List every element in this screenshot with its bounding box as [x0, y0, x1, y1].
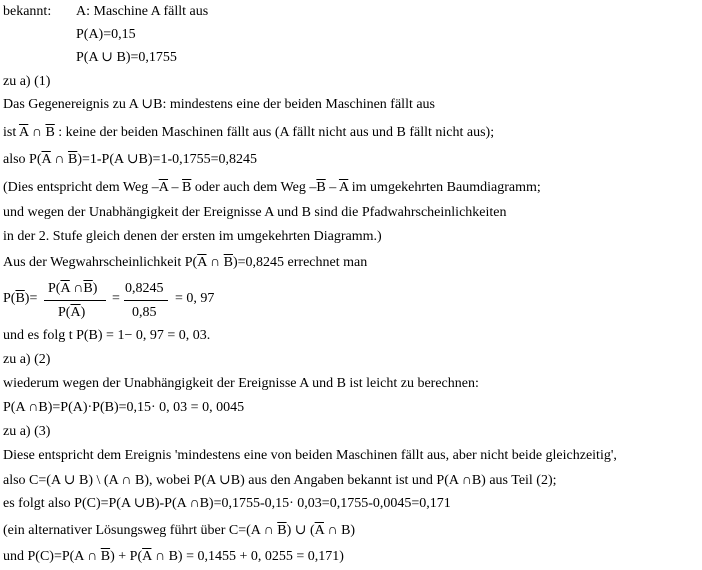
line-set-c: also C=(A ∪ B) \ (A ∩ B), wobei P(A ∪B) aus den Angaben bekannt ist und P(A ∩B) aus Teil (2);: [3, 473, 557, 488]
fraction-2-bar: [124, 300, 168, 301]
line-alternative: (ein alternativer Lösungsweg führt über C=(A ∩ $\overline{B}$) ∪ ($\overline{A}$ ∩ B): [3, 523, 356, 538]
fraction-1-numerator: $P(\overline{A}$ $\cap\overline{B}$): [48, 281, 98, 296]
line-path-prob: Aus der Wegwahrscheinlichkeit $P(\overline{A}$ ∩ $\overline{B})=0,8245$ errechnet man: [3, 255, 368, 270]
line-tree-path: (Dies entspricht dem Weg $-\overline{A} - \overline{B}$ oder auch dem Weg $-\overline{B} - \overline{A}$ im umgekehrten Baumdiagramm;: [3, 180, 541, 195]
line-event-desc: Diese entspricht dem Ereignis 'mindestens eine von beiden Maschinen fällt aus, aber nicht beide gleichzeitig',: [3, 448, 617, 463]
line-complement: Das Gegenereignis zu A ∪B: mindestens eine der beiden Maschinen fällt aus: [3, 97, 436, 112]
line-independence-2: wiederum wegen der Unabhängigkeit der Ereignisse A und B ist leicht zu berechnen:: [3, 376, 479, 391]
equals-sign: =: [112, 291, 120, 306]
line-alternative-calc: und P(C)=P(A ∩ $\overline{B}) + P(\overline{A}$ ∩ B) = 0,1455 + 0, 0255 = 0,171): [3, 549, 344, 564]
line-known: [3, 5, 51, 19]
fraction-2-denominator: 0,85: [132, 305, 157, 320]
heading-part-2: zu a) (2): [3, 352, 51, 367]
line-second-stage: in der 2. Stufe gleich denen der ersten im umgekehrten Diagramm.): [3, 229, 382, 244]
line-pa: P(A)=0,15: [76, 27, 136, 42]
formula-result: = 0, 97: [175, 291, 215, 306]
line-p-c: es folgt also P(C)=P(A ∪B)-P(A ∩B)=0,1755-0,15· 0,03=0,1755-0,0045=0,171: [3, 496, 451, 511]
line-pa-union-b: P(A ∪ B)=0,1755: [76, 50, 177, 65]
line-p-b: und es folg t P(B) = 1− 0, 97 = 0, 03.: [3, 328, 211, 343]
heading-part-1: zu a) (1): [3, 74, 51, 89]
fraction-2-numerator: 0,8245: [125, 281, 164, 296]
heading-part-3: zu a) (3): [3, 424, 51, 439]
line-intersection-prob: P(A ∩B)=P(A)·P(B)=0,15· 0, 03 = 0, 0045: [3, 400, 245, 415]
fraction-1-bar: [44, 300, 106, 301]
line-complement-prob: also $P(\overline{A}$ ∩ $\overline{B})=1-P(A$ ∪B)=1-0,1755=0,8245: [3, 152, 258, 167]
label-known: bekannt:: [3, 4, 52, 19]
line-known-text: A: Maschine A fällt aus: [76, 4, 209, 19]
line-independence: und wegen der Unabhängigkeit der Ereignisse A und B sind die Pfadwahrscheinlichkeiten: [3, 205, 507, 220]
fraction-1-denominator: $P(\overline{A})$: [58, 305, 86, 320]
formula-p-not-b-lhs: $P(\overline{B})=$: [3, 291, 38, 306]
line-complement-desc: ist $\overline{A}$ ∩ $\overline{B}$ : keine der beiden Maschinen fällt aus (A fällt nicht aus und B fällt nicht aus);: [3, 125, 495, 140]
